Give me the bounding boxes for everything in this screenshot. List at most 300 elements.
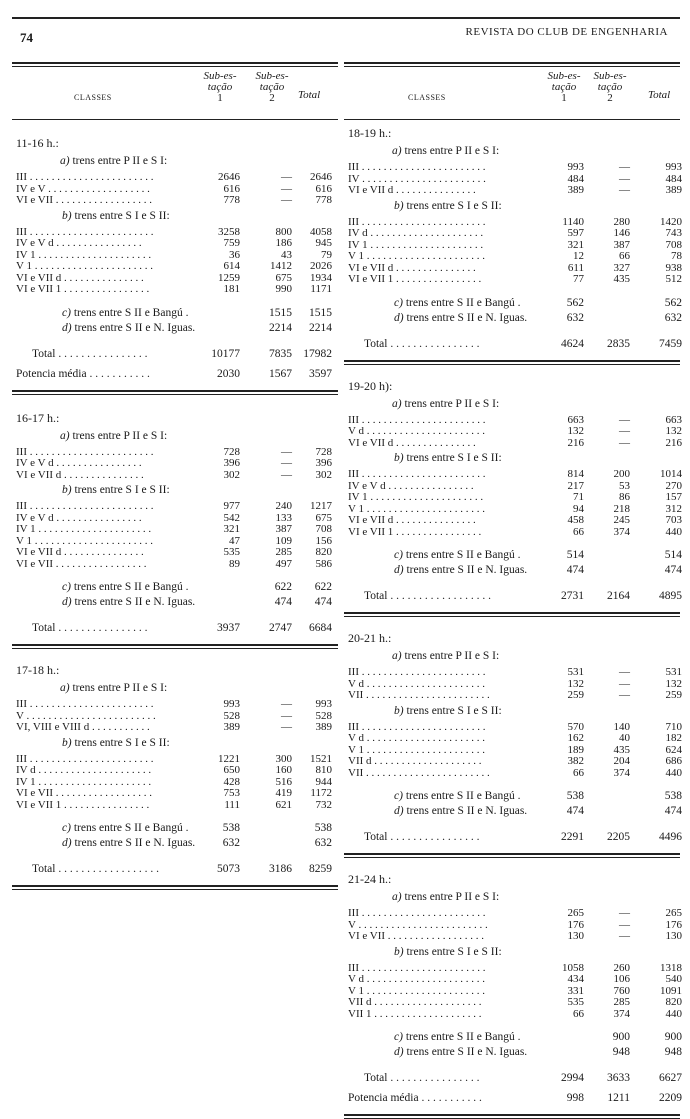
single-letter: c) — [394, 790, 403, 802]
header-rule — [12, 119, 338, 120]
cell-t: 1420 — [660, 215, 682, 228]
single-label-wrap — [62, 306, 188, 321]
table-row — [344, 756, 680, 768]
section-4 — [344, 377, 680, 607]
section-1 — [12, 409, 338, 639]
cell-s1: 428 — [223, 775, 240, 788]
table-row — [344, 438, 680, 450]
section-2 — [12, 661, 338, 879]
group-label: trens entre P II e S I: — [72, 155, 168, 167]
cell-s2: 2214 — [269, 321, 292, 334]
cell-t: 675 — [315, 511, 332, 524]
header-sub1-line2: tação — [207, 81, 233, 93]
total-row — [344, 827, 680, 847]
cell-t: 686 — [665, 755, 682, 767]
cell-s2: 990 — [275, 283, 292, 295]
cell-t: 538 — [314, 822, 332, 834]
cell-t: 1014 — [660, 468, 682, 480]
cell-t: 1521 — [310, 752, 332, 765]
section-separator — [12, 390, 338, 395]
section-3 — [344, 124, 680, 354]
cell-s1: 47 — [229, 534, 240, 547]
table-row — [344, 768, 680, 780]
cell-s2: 327 — [613, 261, 630, 274]
header-sub2-line1: Sub-es- — [255, 70, 289, 82]
group-letter: a) — [60, 429, 70, 442]
cell-s2: — — [619, 689, 630, 701]
single-label: trens entre S II e N. Iguas. — [406, 564, 528, 576]
row-label: V d . . . . . . . . . . . . . . . . . . . . . . — [348, 426, 485, 437]
cell-t: 663 — [665, 413, 682, 426]
cell-s1: 217 — [567, 479, 584, 492]
cell-s2: — — [619, 436, 630, 449]
cell-s1: 5073 — [217, 863, 240, 875]
cell-s2: 218 — [613, 502, 630, 515]
cell-t: 820 — [665, 996, 682, 1008]
table-row — [12, 238, 338, 250]
cell-s2: 53 — [619, 479, 630, 492]
group-label: trens entre S I e S II: — [406, 704, 502, 717]
row-label: IV e V d . . . . . . . . . . . . . . . . — [16, 238, 142, 249]
cell-s1: 778 — [223, 194, 240, 206]
cell-s2: 140 — [613, 720, 630, 733]
table-row — [344, 690, 680, 702]
single-label: trens entre S II e N. Iguas. — [406, 1046, 528, 1058]
group-label: trens entre S I e S II: — [74, 736, 170, 749]
cell-s2: 200 — [613, 468, 630, 480]
group-label: trens entre S I e S II: — [406, 452, 502, 464]
group-heading — [344, 647, 680, 667]
single-letter: c) — [394, 296, 403, 309]
row-label: III . . . . . . . . . . . . . . . . . . . . . . . — [16, 753, 154, 765]
row-label: V d . . . . . . . . . . . . . . . . . . . . . . — [348, 974, 485, 985]
single-letter: d) — [62, 321, 72, 334]
cell-s2: 133 — [275, 511, 292, 524]
row-label: III . . . . . . . . . . . . . . . . . . . . . . . — [348, 667, 486, 678]
total-label: Total . . . . . . . . . . . . . . . . — [364, 1072, 480, 1084]
cell-t: 312 — [665, 502, 682, 515]
cell-s2: — — [619, 413, 630, 426]
cell-t: 176 — [665, 918, 682, 931]
table-row — [12, 788, 338, 800]
single-row — [344, 296, 680, 311]
group-heading — [344, 197, 680, 217]
table-row — [12, 470, 338, 482]
cell-s2: 374 — [613, 525, 630, 538]
group-label-wrap — [392, 891, 499, 903]
single-row — [12, 821, 338, 836]
cell-t: 514 — [664, 549, 682, 561]
cell-t: 132 — [665, 677, 682, 690]
row-label: VI e VII d . . . . . . . . . . . . . . . — [348, 185, 476, 196]
group-heading — [344, 142, 680, 162]
table-row — [344, 469, 680, 481]
cell-t: 528 — [315, 709, 332, 722]
table-header — [12, 67, 338, 119]
cell-s2: — — [619, 172, 630, 185]
cell-t: 810 — [315, 764, 332, 776]
cell-s2: — — [281, 709, 292, 722]
cell-s1: 382 — [567, 755, 584, 767]
single-row — [344, 548, 680, 563]
cell-s1: 176 — [567, 918, 584, 931]
section-separator — [12, 644, 338, 649]
cell-t: 1091 — [660, 984, 682, 997]
group-letter: a) — [60, 155, 70, 167]
group-label: trens entre P II e S I: — [404, 145, 500, 157]
cell-t: 78 — [671, 250, 682, 262]
single-label-wrap — [62, 821, 188, 836]
cell-t: 265 — [665, 907, 682, 919]
cell-s2: 160 — [275, 764, 292, 776]
single-row — [12, 306, 338, 321]
cell-s2: 43 — [281, 248, 292, 261]
table-row — [344, 426, 680, 438]
cell-t: 8259 — [309, 863, 332, 875]
single-letter: c) — [62, 822, 71, 834]
group-label: trens entre S I e S II: — [406, 945, 502, 958]
cell-s2: — — [619, 677, 630, 690]
cell-s1: 321 — [567, 238, 584, 251]
cell-s1: 77 — [573, 273, 584, 285]
row-label: V . . . . . . . . . . . . . . . . . . . . . . . . — [16, 710, 156, 722]
row-label: V 1 . . . . . . . . . . . . . . . . . . . . . . — [348, 503, 485, 515]
cell-t: 538 — [664, 790, 682, 802]
header-rule — [344, 119, 680, 120]
single-label-wrap — [394, 311, 527, 326]
group-label-wrap — [62, 737, 170, 749]
single-letter: d) — [62, 596, 72, 608]
cell-t: 7459 — [659, 337, 682, 350]
header-rule — [12, 17, 680, 19]
cell-s1: 111 — [224, 798, 240, 811]
cell-t: 2646 — [310, 171, 332, 183]
cell-t: 79 — [321, 248, 332, 261]
single-label-wrap — [394, 1030, 520, 1045]
total-label: Total . . . . . . . . . . . . . . . . . . — [32, 863, 159, 875]
singles-block — [12, 580, 338, 610]
row-label: III . . . . . . . . . . . . . . . . . . . . . . . — [348, 469, 486, 480]
potencia-row — [344, 1088, 680, 1108]
cell-s1: 998 — [566, 1092, 584, 1104]
cell-t: 132 — [665, 425, 682, 437]
cell-s2: — — [619, 907, 630, 919]
section-title: 18-19 h.: — [348, 126, 392, 140]
cell-s1: 611 — [567, 261, 584, 274]
header-sub1-line2: tação — [551, 81, 577, 93]
cell-s2: 675 — [275, 271, 292, 284]
cell-t: 6684 — [309, 622, 332, 634]
cell-t: 820 — [315, 546, 332, 558]
group-letter: a) — [392, 397, 402, 410]
cell-t: 1934 — [310, 271, 332, 284]
cell-t: 4496 — [659, 831, 682, 843]
group-label: trens entre P II e S I: — [404, 891, 500, 903]
row-label: V d . . . . . . . . . . . . . . . . . . . . . . — [348, 733, 485, 744]
row-label: V . . . . . . . . . . . . . . . . . . . . . . . . — [348, 919, 488, 931]
row-label: IV e V d . . . . . . . . . . . . . . . . — [16, 512, 142, 524]
cell-s2: 1412 — [270, 260, 292, 272]
cell-s2: — — [619, 184, 630, 196]
cell-s1: 389 — [223, 721, 240, 733]
cell-s2: — — [619, 161, 630, 173]
single-label-wrap — [394, 789, 520, 804]
cell-s2: 245 — [613, 514, 630, 526]
journal-title: REVISTA DO CLUB DE ENGENHARIA — [465, 26, 668, 38]
section-title: 11-16 h.: — [16, 136, 59, 150]
cell-s2: — — [619, 425, 630, 437]
row-label: III . . . . . . . . . . . . . . . . . . . . . . . — [348, 908, 486, 919]
cell-t: 130 — [665, 930, 682, 942]
cell-s1: 535 — [223, 546, 240, 558]
group-heading — [12, 734, 338, 754]
single-label: trens entre S II e N. Iguas. — [406, 805, 528, 817]
row-label: III . . . . . . . . . . . . . . . . . . . . . . . — [348, 216, 486, 228]
single-letter: d) — [62, 837, 72, 849]
header-classes: CLASSES — [408, 93, 446, 102]
cell-t: 624 — [665, 743, 682, 756]
cell-t: 948 — [664, 1046, 682, 1058]
row-label: IV . . . . . . . . . . . . . . . . . . . . . . . — [348, 173, 486, 185]
cell-t: 728 — [315, 445, 332, 458]
section-separator — [12, 885, 338, 890]
group-letter: a) — [392, 891, 402, 903]
row-label: IV 1 . . . . . . . . . . . . . . . . . . . . . — [348, 239, 484, 251]
header-sub1-number: 1 — [217, 92, 223, 104]
header-sub1 — [196, 71, 244, 104]
total-row — [12, 618, 338, 638]
table-row — [344, 1009, 680, 1021]
singles-block — [344, 548, 680, 578]
cell-s2: 2747 — [269, 622, 292, 634]
row-label: III . . . . . . . . . . . . . . . . . . . . . . . — [16, 501, 154, 512]
group-label: trens entre S I e S II: — [74, 484, 170, 496]
single-row — [12, 836, 338, 851]
row-label: IV e V . . . . . . . . . . . . . . . . . . . — [16, 183, 150, 195]
section-title: 21-24 h.: — [348, 872, 392, 886]
section-title: 20-21 h.: — [348, 631, 392, 645]
row-label: VI e VII d . . . . . . . . . . . . . . . — [348, 515, 476, 526]
group-heading — [12, 427, 338, 447]
row-label: III . . . . . . . . . . . . . . . . . . . . . . . — [348, 414, 486, 426]
group-heading — [12, 481, 338, 501]
section-5 — [344, 629, 680, 847]
row-label: VI e VII . . . . . . . . . . . . . . . . . . — [348, 931, 485, 942]
group-label-wrap — [60, 430, 167, 442]
row-label: V 1 . . . . . . . . . . . . . . . . . . . . . . — [348, 985, 485, 997]
single-letter: d) — [394, 1046, 404, 1058]
cell-s2: — — [281, 194, 292, 206]
cell-t: 586 — [315, 557, 332, 570]
group-letter: b) — [394, 199, 404, 212]
singles-block — [344, 1030, 680, 1060]
single-letter: c) — [394, 1031, 403, 1043]
single-letter: c) — [394, 549, 403, 561]
cell-s2: 948 — [612, 1046, 630, 1058]
cell-s1: 302 — [223, 468, 240, 481]
row-label: VII d . . . . . . . . . . . . . . . . . . . . — [348, 997, 482, 1008]
cell-t: 216 — [665, 436, 682, 449]
cell-s1: 597 — [567, 227, 584, 239]
cell-t: 562 — [664, 296, 682, 309]
table-row — [344, 527, 680, 539]
cell-s2: 387 — [275, 523, 292, 535]
cell-s1: 396 — [223, 457, 240, 469]
cell-s2: 1567 — [269, 367, 292, 380]
cell-s1: 265 — [567, 907, 584, 919]
row-label: IV 1 . . . . . . . . . . . . . . . . . . . . . — [16, 524, 152, 535]
row-label: V 1 . . . . . . . . . . . . . . . . . . . . . . — [16, 535, 153, 547]
row-label: III . . . . . . . . . . . . . . . . . . . . . . . — [16, 226, 154, 238]
single-letter: d) — [394, 564, 404, 576]
section-6 — [344, 870, 680, 1108]
cell-s2: 800 — [275, 225, 292, 238]
cell-s2: — — [619, 930, 630, 942]
cell-t: 944 — [315, 775, 332, 788]
cell-t: 708 — [665, 238, 682, 251]
row-label: VI e VII d . . . . . . . . . . . . . . . — [16, 547, 144, 558]
cell-s1: 66 — [573, 1007, 584, 1020]
cell-t: 2026 — [310, 260, 332, 272]
row-label: IV 1 . . . . . . . . . . . . . . . . . . . . . — [348, 492, 484, 503]
row-label: III . . . . . . . . . . . . . . . . . . . . . . . — [16, 699, 154, 710]
table-row — [344, 667, 680, 679]
row-label: IV e V d . . . . . . . . . . . . . . . . — [348, 480, 474, 492]
cell-s1: 484 — [567, 172, 584, 185]
cell-s2: 146 — [613, 227, 630, 239]
singles-block — [344, 789, 680, 819]
table-row — [12, 765, 338, 777]
single-row — [344, 1030, 680, 1045]
table-row — [344, 974, 680, 986]
cell-s1: 728 — [223, 445, 240, 458]
group-letter: b) — [62, 736, 72, 749]
single-label: trens entre S II e Bangú . — [73, 306, 189, 319]
cell-s2: 204 — [613, 755, 630, 767]
single-label: trens entre S II e Bangú . — [405, 549, 521, 561]
cell-s2: — — [281, 457, 292, 469]
group-heading — [344, 449, 680, 469]
single-row — [12, 321, 338, 336]
cell-t: 732 — [315, 798, 332, 811]
cell-s1: 663 — [567, 413, 584, 426]
cell-t: 484 — [665, 172, 682, 185]
cell-s2: — — [281, 171, 292, 183]
cell-s1: 1221 — [218, 752, 240, 765]
singles-block — [12, 306, 338, 336]
cell-t: 993 — [665, 161, 682, 173]
header-classes: CLASSES — [74, 93, 112, 102]
header-sub2-line2: tação — [597, 81, 623, 93]
cell-s2: 474 — [274, 596, 292, 608]
table-row — [344, 274, 680, 286]
header-sub1-line1: Sub-es- — [547, 70, 581, 82]
cell-s2: 66 — [619, 250, 630, 262]
cell-s1: 535 — [567, 996, 584, 1008]
cell-s1: 458 — [567, 514, 584, 526]
cell-s1: 514 — [566, 549, 584, 561]
total-row — [12, 859, 338, 879]
header-sub1-number: 1 — [561, 92, 567, 104]
cell-s1: 1140 — [562, 215, 584, 228]
header-sub2-number: 2 — [607, 92, 613, 104]
total-row — [344, 334, 680, 354]
cell-t: 1318 — [660, 961, 682, 974]
group-label-wrap — [60, 155, 167, 167]
group-label: trens entre P II e S I: — [72, 682, 168, 694]
cell-s1: 434 — [567, 973, 584, 985]
total-label: Total . . . . . . . . . . . . . . . . — [364, 831, 480, 843]
single-letter: d) — [394, 805, 404, 817]
cell-s1: 389 — [567, 184, 584, 196]
cell-s2: 374 — [613, 766, 630, 779]
cell-t: 945 — [315, 237, 332, 249]
cell-t: 396 — [315, 457, 332, 469]
section-separator — [344, 360, 680, 365]
cell-s1: 993 — [223, 698, 240, 710]
potencia-label: Potencia média . . . . . . . . . . . — [16, 367, 150, 380]
group-label: trens entre P II e S I: — [404, 397, 500, 410]
cell-t: 3597 — [309, 367, 332, 380]
cell-s1: 632 — [566, 311, 584, 324]
total-label: Total . . . . . . . . . . . . . . . . — [32, 347, 148, 360]
total-row — [344, 1068, 680, 1088]
cell-s1: 189 — [567, 743, 584, 756]
cell-t: 708 — [315, 523, 332, 535]
row-label: VI e VII 1 . . . . . . . . . . . . . . . . — [348, 274, 482, 285]
cell-t: 622 — [314, 581, 332, 593]
single-label: trens entre S II e N. Iguas. — [74, 321, 196, 334]
cell-s1: 1058 — [562, 961, 584, 974]
table-row — [344, 185, 680, 197]
single-row — [12, 595, 338, 610]
cell-s1: 1259 — [218, 271, 240, 284]
cell-s1: 538 — [222, 822, 240, 834]
single-letter: c) — [62, 581, 71, 593]
cell-s1: 632 — [222, 837, 240, 849]
cell-t: 938 — [665, 261, 682, 274]
table-row — [12, 458, 338, 470]
potencia-label: Potencia média . . . . . . . . . . . — [348, 1092, 482, 1104]
cell-s2: 7835 — [269, 347, 292, 360]
cell-s1: 2646 — [218, 171, 240, 183]
group-letter: a) — [60, 682, 70, 694]
cell-s2: — — [281, 445, 292, 458]
row-label: VII . . . . . . . . . . . . . . . . . . . . . . . — [348, 767, 490, 779]
table-row — [344, 251, 680, 263]
section-title: 16-17 h.: — [16, 410, 60, 425]
total-label: Total . . . . . . . . . . . . . . . . — [32, 622, 148, 634]
cell-s1: 331 — [567, 984, 584, 997]
single-label-wrap — [394, 296, 520, 311]
group-label-wrap — [394, 452, 502, 464]
header-sub2 — [248, 71, 296, 104]
cell-s1: 321 — [223, 523, 240, 535]
cell-t: 1217 — [310, 500, 332, 512]
row-label: VI e VII . . . . . . . . . . . . . . . . . . — [16, 195, 153, 206]
cell-s1: 759 — [223, 237, 240, 249]
cell-s1: 2030 — [217, 367, 240, 380]
cell-s2: — — [619, 666, 630, 678]
cell-s1: 528 — [223, 709, 240, 722]
row-label: III . . . . . . . . . . . . . . . . . . . . . . . — [348, 162, 486, 173]
cell-t: 993 — [315, 698, 332, 710]
group-heading — [12, 207, 338, 227]
total-label: Total . . . . . . . . . . . . . . . . . . — [364, 590, 491, 602]
group-letter: b) — [62, 209, 72, 222]
single-label: trens entre S II e Bangú . — [73, 822, 189, 834]
section-separator — [344, 1114, 680, 1119]
